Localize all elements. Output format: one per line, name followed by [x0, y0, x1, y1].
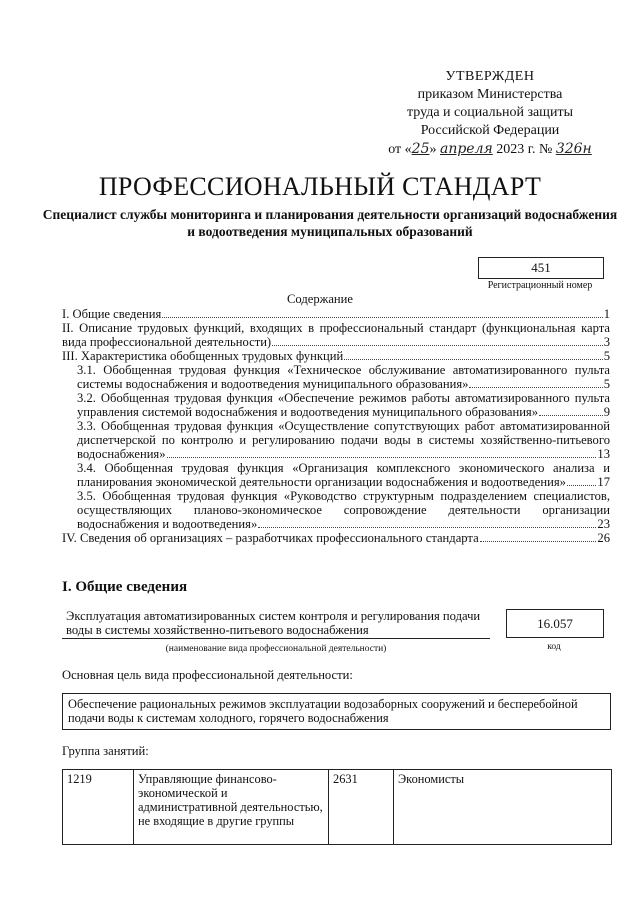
toc-item-text-line: 3.1. Обобщенная трудовая функция «Техническое обслуживание автоматизированного пульта [77, 363, 610, 377]
activity-code-caption: код [547, 642, 561, 652]
date-month: апреля [439, 141, 493, 157]
occupation-group-table [62, 769, 612, 845]
toc-item-text: водоснабжения и водоотведения» [77, 517, 258, 531]
date-day: 25 [411, 141, 430, 157]
toc-item[interactable] [62, 321, 610, 349]
order-number: 326н [555, 141, 592, 157]
approval-block [360, 68, 620, 159]
table-of-contents [62, 307, 610, 545]
toc-item-text: управления системой водоснабжения и водоотведения муниципального образования» [77, 405, 539, 419]
toc-item-text: водоснабжения» [77, 447, 166, 461]
toc-leader [480, 541, 597, 542]
toc-item-page: 1 [603, 307, 610, 321]
group-name-cell: Экономисты [394, 770, 612, 845]
toc-item[interactable] [62, 363, 610, 391]
toc-leader [469, 387, 602, 388]
date-year: 2023 г. № [496, 142, 553, 157]
activity-kind-underline [62, 638, 490, 639]
registration-number-box: 451 [478, 257, 604, 279]
activity-kind-caption: (наименование вида профессиональной деятельности) [165, 644, 387, 654]
approval-line-3: Российской Федерации [420, 123, 560, 138]
toc-item-page: 5 [603, 349, 610, 363]
date-prefix: от « [388, 142, 412, 157]
toc-item-page: 3 [603, 335, 610, 349]
date-mid: » [429, 142, 437, 157]
group-name-cell: Управляющие финансово-экономической и административной деятельностью, не входящие в другие группы [134, 770, 329, 845]
goal-box: Обеспечение рациональных режимов эксплуатации водозаборных сооружений и бесперебойной подачи воды к системам холодного, горячего водоснабжения [62, 693, 611, 730]
toc-item[interactable] [62, 531, 610, 545]
toc-item-text-line: диспетчерской по контролю и регулированию подачи воды в системы хозяйственно-питьевого [77, 433, 610, 447]
toc-leader [539, 415, 603, 416]
approval-line-1: приказом Министерства [417, 87, 563, 102]
toc-item-text-line: 3.2. Обобщенная трудовая функция «Обеспечение режимов работы автоматизированного пульта [77, 391, 610, 405]
document-title: ПРОФЕССИОНАЛЬНЫЙ СТАНДАРТ [98, 172, 542, 201]
toc-leader [258, 527, 596, 528]
toc-leader [272, 345, 603, 346]
toc-item[interactable] [62, 349, 610, 363]
occupation-group-label: Группа занятий: [62, 744, 149, 758]
toc-item-text: I. Общие сведения [62, 307, 162, 321]
group-code-cell: 1219 [63, 770, 134, 845]
toc-item-text: IV. Сведения об организациях – разработчиках профессионального стандарта [62, 531, 479, 545]
toc-item-text: вида профессиональной деятельности) [62, 335, 272, 349]
approval-line-2: труда и социальной защиты [407, 105, 573, 120]
toc-item[interactable] [62, 489, 610, 531]
toc-item-text: планирования экономической деятельности организации водоснабжения и водоотведения» [77, 475, 566, 489]
toc-item-page: 9 [603, 405, 610, 419]
toc-heading: Содержание [287, 292, 353, 306]
toc-leader [567, 485, 596, 486]
activity-kind-text: Эксплуатация автоматизированных систем контроля и регулирования подачи воды в системы хозяйственно-питьевого водоснабжения [66, 609, 481, 637]
group-code-cell: 2631 [329, 770, 394, 845]
toc-leader [344, 359, 603, 360]
toc-item[interactable] [62, 461, 610, 489]
approval-date-line [360, 140, 620, 159]
toc-item[interactable] [62, 419, 610, 461]
approval-title: УТВЕРЖДЕН [445, 69, 535, 84]
activity-code-box: 16.057 [506, 609, 604, 638]
toc-item-page: 5 [603, 377, 610, 391]
toc-item-page: 26 [597, 531, 610, 545]
toc-item-text: системы водоснабжения и водоотведения муниципального образования» [77, 377, 469, 391]
toc-item[interactable] [62, 307, 610, 321]
toc-item-text-line: 3.5. Обобщенная трудовая функция «Руководство структурным подразделением специалистов, [77, 489, 610, 503]
toc-leader [167, 457, 597, 458]
goal-label: Основная цель вида профессиональной деятельности: [62, 668, 353, 682]
document-subtitle: Специалист службы мониторинга и планирования деятельности организаций водоснабжения и водоотведения муниципальных образований [42, 207, 618, 239]
toc-item-text-line: 3.3. Обобщенная трудовая функция «Осуществление сопутствующих работ автоматизированной [77, 419, 610, 433]
section-title: I. Общие сведения [62, 579, 188, 595]
toc-leader [162, 317, 602, 318]
toc-item-text-line: осуществляющих планово-экономическое сопровождение деятельности организации [77, 503, 610, 517]
toc-item-text-line: 3.4. Обобщенная трудовая функция «Организация комплексного экономического анализа и [77, 461, 610, 475]
toc-item-page: 23 [597, 517, 610, 531]
toc-item-text: III. Характеристика обобщенных трудовых функций [62, 349, 344, 363]
toc-item[interactable] [62, 391, 610, 419]
table-row [63, 770, 612, 845]
registration-caption: Регистрационный номер [487, 280, 593, 291]
toc-item-page: 17 [597, 475, 610, 489]
toc-item-text-line: II. Описание трудовых функций, входящих в профессиональный стандарт (функциональная карта [62, 321, 610, 335]
toc-item-page: 13 [597, 447, 610, 461]
